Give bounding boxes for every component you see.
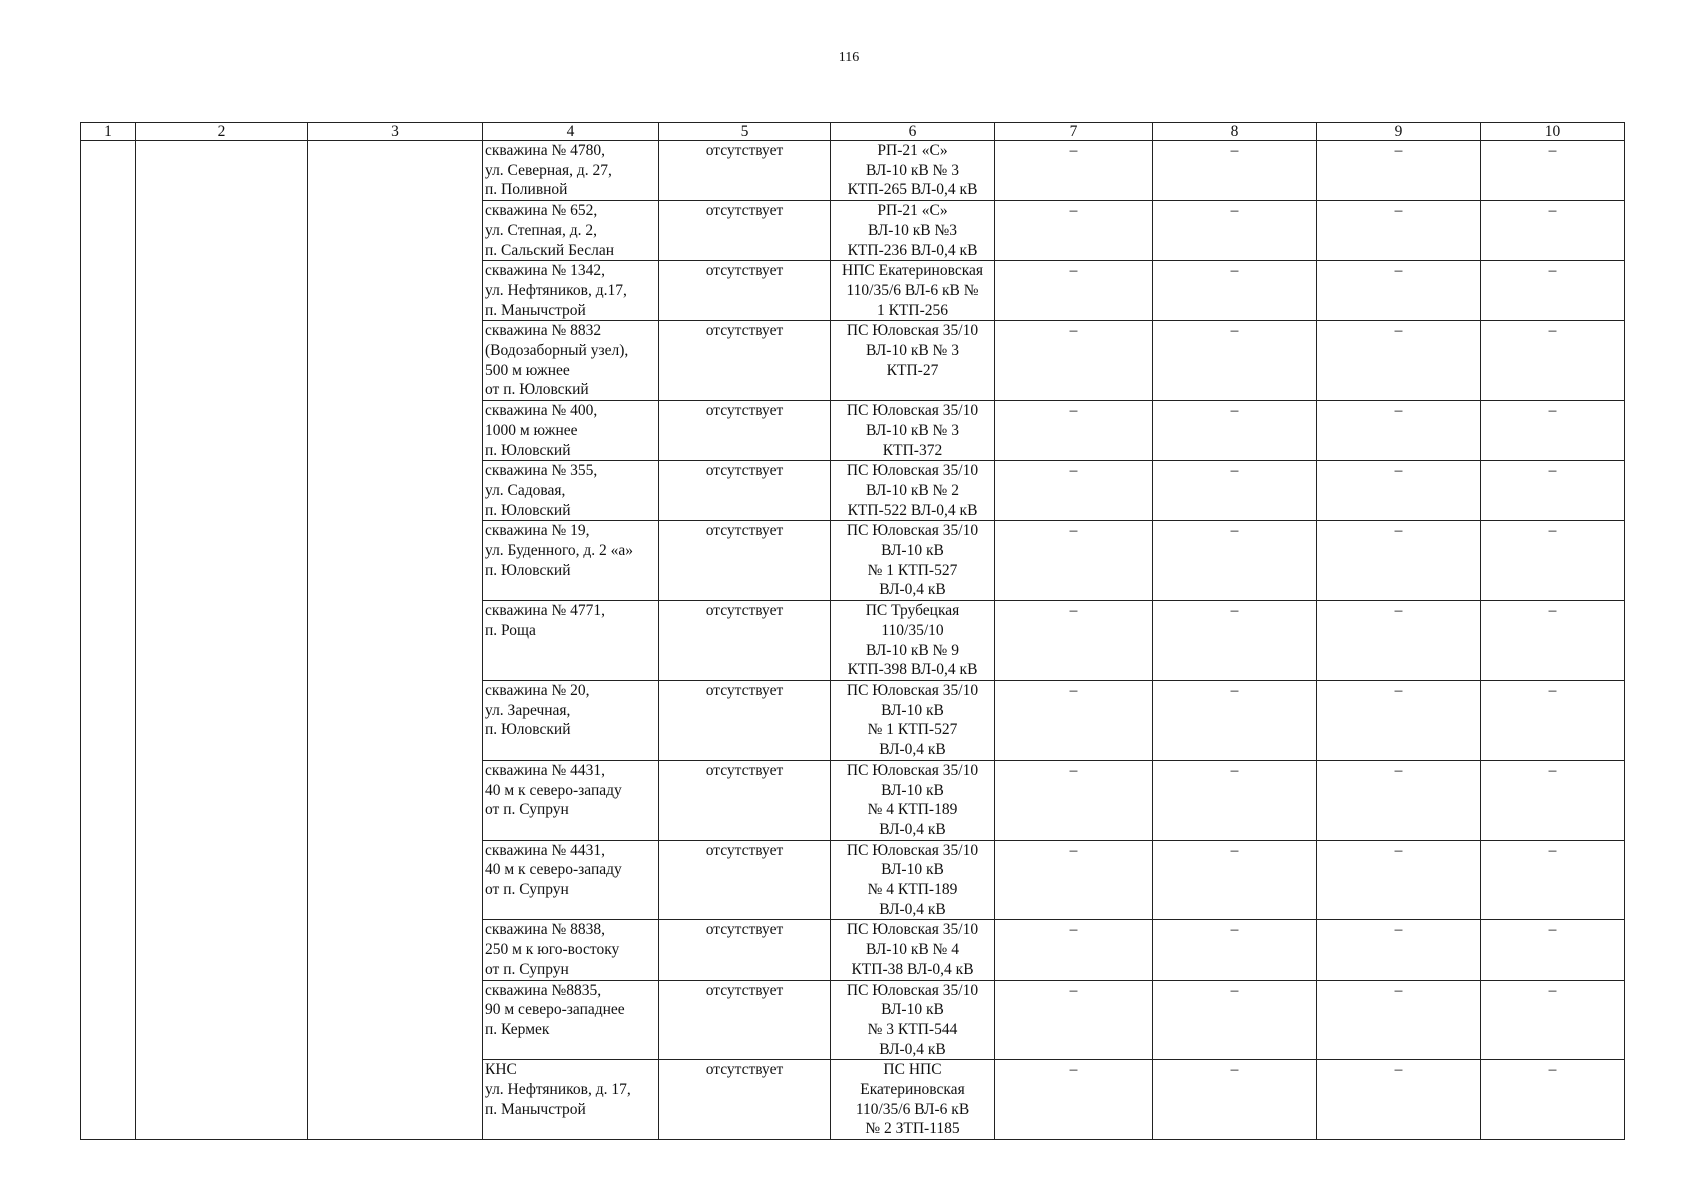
object-cell: скважина № 4771, п. Роща [483,601,659,681]
power-source-cell: ПС НПС Екатериновская 110/35/6 ВЛ-6 кВ № 2 ЗТП-1185 [831,1060,995,1140]
value-cell-9: – [1317,601,1481,681]
value-cell-10: – [1481,1060,1625,1140]
value-cell-8: – [1153,980,1317,1060]
object-cell: скважина № 355, ул. Садовая, п. Юловский [483,461,659,521]
object-cell: скважина № 20, ул. Заречная, п. Юловский [483,680,659,760]
value-cell-7: – [995,1060,1153,1140]
value-cell-7: – [995,461,1153,521]
status-cell: отсутствует [659,521,831,601]
power-source-cell: ПС Юловская 35/10 ВЛ-10 кВ № 3 КТП-27 [831,321,995,401]
value-cell-8: – [1153,201,1317,261]
value-cell-9: – [1317,980,1481,1060]
value-cell-10: – [1481,601,1625,681]
value-cell-7: – [995,980,1153,1060]
value-cell-9: – [1317,840,1481,920]
status-cell: отсутствует [659,920,831,980]
value-cell-10: – [1481,920,1625,980]
value-cell-7: – [995,680,1153,760]
column-number-3: 3 [308,123,483,141]
object-cell: скважина № 400, 1000 м южнее п. Юловский [483,401,659,461]
status-cell: отсутствует [659,401,831,461]
value-cell-8: – [1153,601,1317,681]
value-cell-9: – [1317,201,1481,261]
value-cell-7: – [995,401,1153,461]
value-cell-8: – [1153,261,1317,321]
value-cell-7: – [995,521,1153,601]
value-cell-8: – [1153,680,1317,760]
value-cell-10: – [1481,321,1625,401]
column-number-2: 2 [136,123,308,141]
value-cell-10: – [1481,461,1625,521]
power-source-cell: ПС Юловская 35/10 ВЛ-10 кВ № 2 КТП-522 ВЛ-0,4 кВ [831,461,995,521]
value-cell-9: – [1317,680,1481,760]
value-cell-9: – [1317,760,1481,840]
object-cell: скважина № 8838, 250 м к юго-востоку от п. Супрун [483,920,659,980]
object-cell: скважина № 4431, 40 м к северо-западу от п. Супрун [483,840,659,920]
column-number-row [81,123,1625,141]
value-cell-8: – [1153,840,1317,920]
value-cell-7: – [995,601,1153,681]
merged-cell-col3 [308,141,483,1140]
value-cell-10: – [1481,201,1625,261]
value-cell-8: – [1153,141,1317,201]
value-cell-7: – [995,321,1153,401]
object-cell: КНС ул. Нефтяников, д. 17, п. Манычстрой [483,1060,659,1140]
power-source-cell: ПС Юловская 35/10 ВЛ-10 кВ № 4 КТП-38 ВЛ-0,4 кВ [831,920,995,980]
value-cell-10: – [1481,401,1625,461]
value-cell-7: – [995,920,1153,980]
status-cell: отсутствует [659,840,831,920]
value-cell-7: – [995,261,1153,321]
value-cell-8: – [1153,1060,1317,1140]
value-cell-8: – [1153,920,1317,980]
merged-cell-col1 [81,141,136,1140]
value-cell-7: – [995,840,1153,920]
value-cell-10: – [1481,521,1625,601]
object-cell: скважина № 8832 (Водозаборный узел), 500 м южнее от п. Юловский [483,321,659,401]
status-cell: отсутствует [659,980,831,1060]
value-cell-8: – [1153,461,1317,521]
status-cell: отсутствует [659,461,831,521]
value-cell-10: – [1481,760,1625,840]
value-cell-9: – [1317,321,1481,401]
value-cell-8: – [1153,521,1317,601]
object-cell: скважина №8835, 90 м северо-западнее п. Кермек [483,980,659,1060]
value-cell-9: – [1317,461,1481,521]
value-cell-8: – [1153,321,1317,401]
power-source-cell: ПС Трубецкая 110/35/10 ВЛ-10 кВ № 9 КТП-398 ВЛ-0,4 кВ [831,601,995,681]
power-source-cell: ПС Юловская 35/10 ВЛ-10 кВ № 1 КТП-527 ВЛ-0,4 кВ [831,680,995,760]
value-cell-9: – [1317,920,1481,980]
value-cell-10: – [1481,840,1625,920]
value-cell-9: – [1317,401,1481,461]
power-source-cell: ПС Юловская 35/10 ВЛ-10 кВ № 4 КТП-189 ВЛ-0,4 кВ [831,840,995,920]
value-cell-10: – [1481,261,1625,321]
value-cell-8: – [1153,760,1317,840]
power-source-cell: НПС Екатериновская 110/35/6 ВЛ-6 кВ № 1 КТП-256 [831,261,995,321]
object-cell: скважина № 4780, ул. Северная, д. 27, п. Поливной [483,141,659,201]
value-cell-10: – [1481,141,1625,201]
value-cell-9: – [1317,141,1481,201]
power-source-cell: ПС Юловская 35/10 ВЛ-10 кВ № 3 КТП-372 [831,401,995,461]
power-source-cell: РП-21 «С» ВЛ-10 кВ № 3 КТП-265 ВЛ-0,4 кВ [831,141,995,201]
value-cell-7: – [995,141,1153,201]
object-cell: скважина № 652, ул. Степная, д. 2, п. Сальский Беслан [483,201,659,261]
status-cell: отсутствует [659,321,831,401]
power-source-cell: ПС Юловская 35/10 ВЛ-10 кВ № 1 КТП-527 ВЛ-0,4 кВ [831,521,995,601]
object-cell: скважина № 1342, ул. Нефтяников, д.17, п. Манычстрой [483,261,659,321]
value-cell-9: – [1317,261,1481,321]
page-number: 116 [838,50,860,65]
power-source-cell: ПС Юловская 35/10 ВЛ-10 кВ № 4 КТП-189 ВЛ-0,4 кВ [831,760,995,840]
status-cell: отсутствует [659,601,831,681]
object-cell: скважина № 4431, 40 м к северо-западу от п. Супрун [483,760,659,840]
object-cell: скважина № 19, ул. Буденного, д. 2 «а» п. Юловский [483,521,659,601]
power-source-cell: ПС Юловская 35/10 ВЛ-10 кВ № 3 КТП-544 ВЛ-0,4 кВ [831,980,995,1060]
value-cell-7: – [995,201,1153,261]
column-number-8: 8 [1153,123,1317,141]
value-cell-9: – [1317,521,1481,601]
merged-cell-col2 [136,141,308,1140]
column-number-7: 7 [995,123,1153,141]
column-number-9: 9 [1317,123,1481,141]
column-number-4: 4 [483,123,659,141]
table-row [81,141,1625,201]
table-body [81,141,1625,1140]
value-cell-8: – [1153,401,1317,461]
status-cell: отсутствует [659,201,831,261]
status-cell: отсутствует [659,141,831,201]
value-cell-7: – [995,760,1153,840]
value-cell-9: – [1317,1060,1481,1140]
status-cell: отсутствует [659,1060,831,1140]
value-cell-10: – [1481,680,1625,760]
power-source-cell: РП-21 «С» ВЛ-10 кВ №3 КТП-236 ВЛ-0,4 кВ [831,201,995,261]
status-cell: отсутствует [659,261,831,321]
column-number-10: 10 [1481,123,1625,141]
column-number-6: 6 [831,123,995,141]
column-number-5: 5 [659,123,831,141]
status-cell: отсутствует [659,680,831,760]
column-number-1: 1 [81,123,136,141]
status-cell: отсутствует [659,760,831,840]
value-cell-10: – [1481,980,1625,1060]
infrastructure-table [80,122,1625,1140]
